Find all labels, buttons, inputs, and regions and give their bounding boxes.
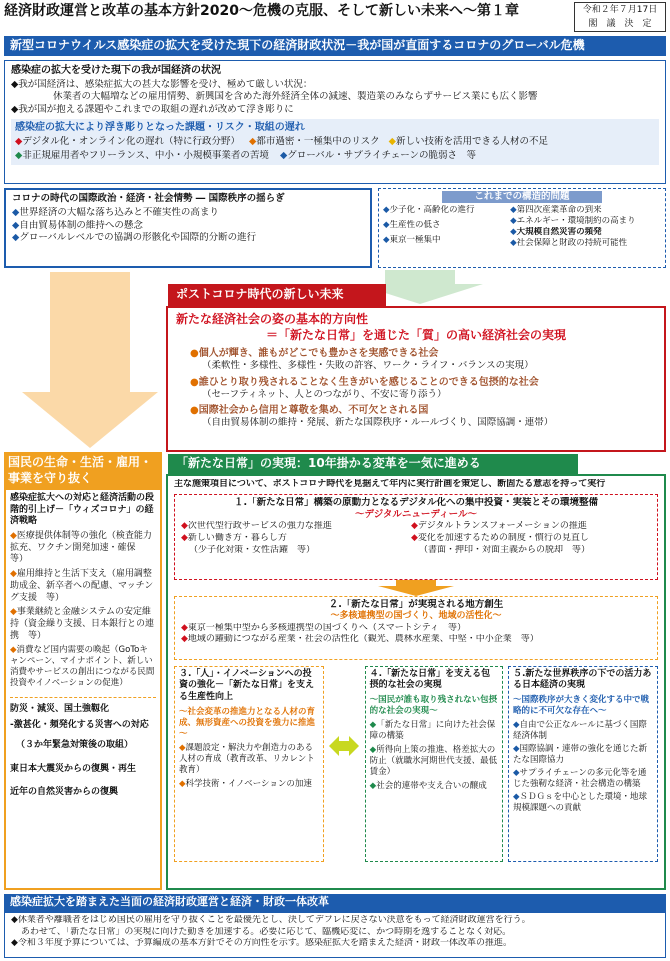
diamond-icon: ◆ [512, 792, 520, 803]
diamond-icon: ◆ [383, 205, 390, 216]
structural-item: 少子化・高齢化の進行 [389, 205, 475, 216]
post-item-main [190, 376, 656, 389]
circle-icon: ● [190, 348, 199, 360]
global-item [12, 207, 364, 219]
pillar-3-item: 科学技術・イノベーションの加速 [185, 779, 312, 790]
section-banner: 新型コロナウイルス感染症の拡大を受けた現下の経済財政状況－我が国が直面するコロナのグローバル危機 [4, 36, 666, 56]
disaster-title: 防災・減災、国土強靱化 [10, 704, 110, 715]
pillar-2-title: ２.「新たな日常」が実現される地方創生 [328, 598, 504, 610]
post-corona-section [166, 306, 666, 452]
post-item-sub: （自由貿易体制の維持・発展、新たな国際秩序・ルールづくり、国際協調・連帯） [202, 416, 554, 428]
disaster-note: （３か年緊急対策後の取組） [16, 739, 134, 750]
post-item-text: 個人が輝き、誰もがどこでも豊かさを実感できる社会 [198, 348, 439, 360]
diamond-icon: ◆ [510, 227, 517, 238]
post-item-sub: （柔軟性・多様性、多様性・失敗の許容、ワーク・ライフ・バランスの実現） [202, 360, 534, 372]
pillar-3-title: ３.「人」・イノベーションへの投資の強化－「新たな日常」を支える生産性向上 [179, 668, 315, 703]
economy-section [4, 60, 666, 184]
global-title: コロナの時代の国際政治・経済・社会情勢 ― 国際秩序の揺らぎ [12, 193, 285, 204]
pillar-2-sub: ～多核連携型の国づくり、地域の活性化～ [330, 611, 502, 622]
risk-item: 新しい技術を活用できる人材の不足 [395, 136, 548, 148]
diamond-icon: ◆ [10, 607, 17, 618]
global-item [12, 220, 364, 232]
diamond-icon: ◆ [12, 232, 20, 244]
structural-item: 大規模自然災害の頻発 [516, 227, 602, 238]
pillar-2-item: 地域の躍動につながる産業・社会の活性化（観光、農林水産業、中堅・中小企業 等） [187, 634, 539, 645]
date-text: 令和２年７月17日 [582, 5, 658, 15]
disaster-sub: -激甚化・頻発化する災害への対応 [10, 720, 149, 731]
pillar-1-title: １.「新たな日常」構築の原動力となるデジタル化への集中投資・実装とその環境整備 [233, 496, 599, 508]
pillar-4 [365, 666, 503, 862]
page-title: 経済財政運営と改革の基本方針2020～危機の克服、そして新しい未来へ～第１章 [4, 3, 519, 19]
pillar-1-note: （書面・押印・対面主義からの脱却 等） [419, 544, 591, 555]
pillar-3-item: 課題設定・解決力や創造力のある人材の育成（教育改革、リカレント教育） [179, 742, 315, 775]
global-item [12, 232, 364, 244]
risk-panel [11, 119, 659, 165]
post-heading-1: 新たな経済社会の姿の基本的方向性 [176, 312, 369, 326]
diamond-icon: ◆ [411, 521, 418, 532]
diamond-icon: ◆ [12, 219, 20, 231]
pillar-5 [508, 666, 658, 862]
center-section [166, 474, 666, 890]
left-item-text: 事業継続と金融システムの安定維持（資金繰り支援、日本銀行との連携 等） [10, 607, 155, 641]
center-intro: 主な施策項目について、ポストコロナ時代を見据えて年内に実行計画を策定し、断固たる意志を持って実行 [174, 479, 606, 489]
reconstruction-text: 東日本大震災からの復興・再生 [10, 763, 137, 774]
pillar-2-item: 東京一極集中型から多核連携型の国づくりへ（スマートシティ 等） [187, 622, 467, 633]
diamond-icon: ◆ [181, 634, 188, 645]
pillar-5-item: ＳＤＧｓを中心とした環境・地球規模課題への貢献 [512, 792, 648, 814]
post-items [176, 347, 656, 429]
structural-section [378, 188, 666, 268]
bottom-line2: ◆令和３年度予算については、予算編成の基本方針でその方向性を示す。感染症拡大を踏まえた経済・財政一体改革の推進。 [11, 938, 513, 949]
structural-item: エネルギー・環境制約の高まり [516, 216, 636, 227]
down-arrow-left [20, 272, 160, 450]
structural-title: これまでの構造的問題 [442, 191, 602, 203]
post-heading-2: ＝「新たな日常」を通じた「質」の高い経済社会の実現 [266, 327, 567, 342]
economy-title: 感染症の拡大を受けた現下の我が国経済の状況 [11, 65, 221, 76]
post-item-main [190, 347, 656, 360]
left-item [10, 531, 156, 566]
left-item-text: 医療提供体制等の強化（検査能力拡充、ワクチン開発加速・確保 等） [10, 531, 152, 565]
pillar-3 [174, 666, 324, 862]
pillar-4-item: 所得向上策の推進、格差拡大の防止（就職氷河期世代支援、最低賃金） [369, 745, 498, 778]
bottom-line1: ◆休業者や離職者をはじめ国民の雇用を守り抜くことを最優先とし、決してデフレに戻さない決意をもって経済財政運営を行う。 [11, 915, 531, 925]
structural-item: 社会保障と財政の持続可能性 [516, 238, 628, 249]
left-header: 国民の生命・生活・雇用・事業を守り抜く [4, 452, 162, 488]
decision-text: 閣 議 決 定 [588, 19, 652, 29]
bottom-line1b: あわせて、「新たな日常」の実現に向けた動きを加速する。必要に応じて、臨機応変に、かつ時期を逸することなく対応。 [21, 926, 512, 937]
pillar-5-item: 国際協調・連帯の強化を通じた新たな国際協力 [512, 744, 648, 766]
left-block-title: 感染症拡大への対応と経済活動の段階的引上げ－「ウィズコロナ」の経済戦略 [10, 493, 155, 527]
diamond-icon: ◆ [369, 720, 377, 731]
global-item-text: グローバルレベルでの協調の形骸化や国際的分断の進行 [19, 232, 257, 244]
risk-item: デジタル化・オンライン化の遅れ（特に行政分野） [22, 136, 240, 148]
diamond-icon: ◆ [510, 238, 517, 249]
diamond-icon: ◆ [510, 205, 517, 216]
pillar-1-items [181, 521, 651, 556]
diamond-icon: ◆ [10, 531, 17, 542]
risk-row-1 [15, 136, 655, 148]
center-header: 「新たな日常」の実現：10年掛かる変革を一気に進める [168, 454, 578, 474]
diamond-icon: ◆ [15, 150, 23, 162]
pillar-5-item: サプライチェーンの多元化等を通じた強靭な経済・社会構造の構築 [512, 768, 647, 790]
risk-item: グローバル・サプライチェーンの脆弱さ 等 [287, 150, 477, 162]
diamond-icon: ◆ [383, 220, 390, 231]
diamond-icon: ◆ [181, 533, 188, 544]
pillar-2 [174, 596, 658, 660]
pillar-3-sub: ～社会変革の推進力となる人材の育成、無形資産への投資を強力に推進～ [179, 706, 316, 739]
global-section [4, 188, 372, 268]
diamond-icon: ◆ [181, 622, 188, 633]
structural-item: 東京一極集中 [389, 235, 441, 246]
circle-icon: ● [190, 404, 199, 416]
diamond-icon: ◆ [181, 521, 188, 532]
pillar-1-sub: ～デジタルニューディール～ [355, 509, 477, 521]
diamond-icon: ◆ [179, 742, 186, 753]
diamond-icon: ◆ [10, 645, 17, 656]
pillar-5-title: ５.新たな世界秩序の下での活力ある日本経済の実現 [512, 668, 652, 691]
economy-line1: ◆我が国経済は、感染症拡大の甚大な影響を受け、極めて厳しい状況： [11, 79, 313, 90]
disaster-block [10, 697, 156, 798]
economy-line1b: 休業者の大幅増などの雇用情勢、新興国を含めた海外経済全体の減速、製造業のみならずサービス業にも広く影響 [53, 91, 538, 103]
risk-row-2 [15, 150, 655, 162]
diamond-icon: ◆ [10, 569, 17, 580]
left-item-text: 消費など国内需要の喚起（GoToキャンペーン、マイナポイント、新しい消費やサービスの創出につながる民間投資やイノベーションの促進） [10, 645, 155, 689]
post-item-sub: （セーフティネット、人とのつながり、不安に寄り添う） [202, 388, 447, 400]
diamond-icon: ◆ [512, 744, 520, 755]
down-arrow-pillar [376, 580, 456, 596]
structural-col-2 [510, 205, 661, 249]
post-corona-tag: ポストコロナ時代の新しい未来 [168, 284, 386, 306]
recent-disaster-text: 近年の自然災害からの復興 [10, 787, 119, 798]
left-item [10, 645, 156, 689]
diamond-icon: ◆ [179, 779, 186, 790]
pillar-5-item: 自由で公正なルールに基づく国際経済体制 [512, 720, 647, 742]
risk-item: 都市過密・一極集中のリスク [256, 136, 380, 148]
diamond-icon: ◆ [249, 136, 257, 148]
pillar-4-sub: ～国民が誰も取り残されない包摂的な社会の実現～ [369, 695, 498, 717]
date-box [574, 2, 666, 32]
risk-item: 非正規雇用者やフリーランス、中小・小規模事業者の苦境 [22, 150, 269, 162]
pillar-1-item: 変化を加速するための制度・慣行の見直し [417, 533, 589, 544]
post-item-text: 国際社会から信用と尊敬を集め、不可欠とされる国 [198, 404, 429, 416]
pillar-1-note: （少子化対策・女性活躍 等） [189, 544, 316, 555]
diamond-icon: ◆ [512, 720, 520, 731]
bottom-banner: 感染症拡大を踏まえた当面の経済財政運営と経済・財政一体改革 [4, 894, 666, 912]
diamond-icon: ◆ [383, 235, 390, 246]
economy-line2: ◆我が国が抱える課題やこれまでの取組の遅れが改めて浮き彫りに [11, 103, 294, 115]
structural-item: 生産性の低さ [389, 220, 441, 231]
pillar-1-item: 次世代型行政サービスの強力な推進 [187, 521, 332, 532]
pillar-4-item: 社会的連帯や支え合いの醸成 [376, 781, 487, 792]
risk-title: 感染症の拡大により浮き彫りとなった課題・リスク・取組の遅れ [15, 122, 305, 134]
post-item-main [190, 404, 656, 417]
pillar-4-item: 「新たな日常」に向けた社会保障の構築 [369, 720, 496, 742]
left-item-text: 雇用維持と生活下支え（雇用調整助成金、新卒者への配慮、マッチング支援 等） [10, 569, 154, 603]
bottom-section [4, 912, 666, 958]
pillar-1 [174, 494, 658, 580]
diamond-icon: ◆ [512, 768, 520, 779]
global-item-text: 自由貿易体制の維持への懸念 [19, 219, 143, 231]
diamond-icon: ◆ [279, 150, 288, 162]
diamond-icon: ◆ [388, 136, 396, 148]
left-item [10, 607, 156, 642]
diamond-icon: ◆ [510, 216, 517, 227]
double-arrow-icon [329, 736, 359, 756]
diamond-icon: ◆ [12, 207, 20, 219]
pillars-3-5 [174, 666, 658, 862]
circle-icon: ● [190, 376, 199, 388]
left-item [10, 569, 156, 604]
diamond-icon: ◆ [369, 781, 377, 792]
diamond-icon: ◆ [369, 745, 377, 756]
pillar-1-item: デジタルトランスフォーメーションの推進 [417, 521, 587, 532]
diamond-icon: ◆ [411, 533, 418, 544]
left-section [4, 488, 162, 890]
structural-col-1 [383, 205, 510, 249]
pillar-5-sub: ～国際秩序が大きく変化する中で戦略的に不可欠な存在へ～ [512, 695, 649, 717]
global-item-text: 世界経済の大幅な落ち込みと不確実性の高まり [19, 207, 219, 219]
pillar-1-item: 新しい働き方・暮らし方 [187, 533, 287, 544]
structural-item: 第四次産業革命の到来 [516, 205, 602, 216]
pillar-4-title: ４.「新たな日常」を支える包摂的な社会の実現 [369, 668, 491, 691]
structural-columns [383, 205, 661, 249]
post-item-text: 誰ひとり取り残されることなく生きがいを感じることのできる包摂的な社会 [198, 376, 539, 388]
diamond-icon: ◆ [15, 136, 23, 148]
